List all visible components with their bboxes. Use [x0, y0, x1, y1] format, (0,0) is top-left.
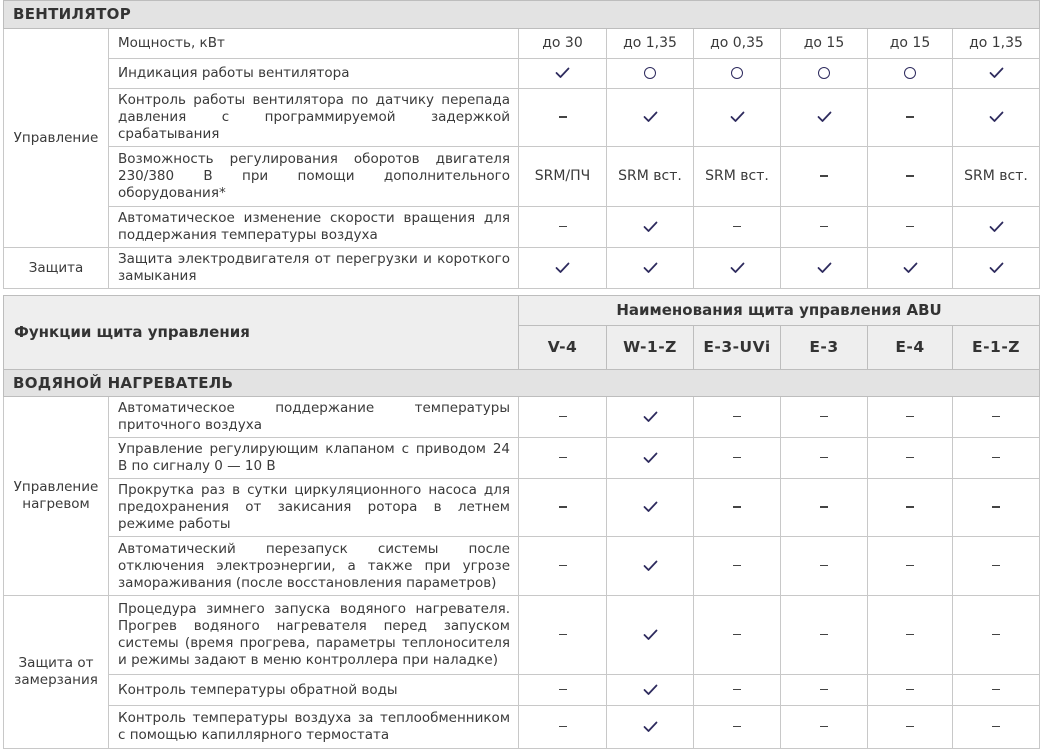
- dash-icon: [694, 675, 781, 706]
- table-row: [4, 596, 1040, 675]
- value-text: SRM вст.: [607, 147, 694, 207]
- dash-icon: [868, 207, 953, 248]
- dash-icon: [519, 675, 607, 706]
- dash-icon: [953, 479, 1040, 537]
- dash-icon: [694, 207, 781, 248]
- function-description: Защита электродвигателя от перегрузки и короткого замыкания: [109, 248, 519, 289]
- value-text: до 30: [519, 29, 607, 59]
- check-icon: [607, 596, 694, 675]
- dash-icon: [953, 706, 1040, 749]
- function-description: Автоматическое изменение скорости вращения для поддержания температуры воздуха: [109, 207, 519, 248]
- fan-section: [4, 1, 1040, 289]
- fan-section-title: ВЕНТИЛЯТОР: [4, 1, 1040, 29]
- dash-icon: [519, 207, 607, 248]
- dash-icon: [953, 397, 1040, 438]
- dash-icon: [868, 675, 953, 706]
- dash-icon: [781, 537, 868, 596]
- dash-icon: [953, 675, 1040, 706]
- dash-icon: [868, 537, 953, 596]
- table-row: [4, 59, 1040, 89]
- group-label: Защита от замерзания: [4, 596, 109, 749]
- abu-label: Наименования щита управления ABU: [519, 296, 1040, 326]
- dash-icon: [868, 89, 953, 147]
- function-description: Процедура зимнего запуска водяного нагревателя. Прогрев водяного нагревателя перед запуском системы (время прогрева, параметры теплоносителя и режимы задают в меню контроллера при наладке): [109, 596, 519, 675]
- dash-icon: [868, 479, 953, 537]
- value-text: SRM вст.: [694, 147, 781, 207]
- table-row: [4, 207, 1040, 248]
- dash-icon: [519, 537, 607, 596]
- dash-icon: [781, 147, 868, 207]
- check-icon: [607, 438, 694, 479]
- table-row: [4, 29, 1040, 59]
- value-text: до 1,35: [607, 29, 694, 59]
- dash-icon: [694, 479, 781, 537]
- check-icon: [868, 248, 953, 289]
- dash-icon: [781, 706, 868, 749]
- dash-icon: [868, 397, 953, 438]
- dash-icon: [519, 438, 607, 479]
- dash-icon: [953, 537, 1040, 596]
- table-row: [4, 397, 1040, 438]
- dash-icon: [694, 706, 781, 749]
- check-icon: [781, 89, 868, 147]
- table-row: [4, 147, 1040, 207]
- value-text: SRM вст.: [953, 147, 1040, 207]
- function-description: Мощность, кВт: [109, 29, 519, 59]
- function-description: Контроль температуры воздуха за теплообменником с помощью капиллярного термостата: [109, 706, 519, 749]
- table-row: [4, 89, 1040, 147]
- dash-icon: [781, 397, 868, 438]
- dash-icon: [868, 706, 953, 749]
- dash-icon: [519, 479, 607, 537]
- dash-icon: [694, 438, 781, 479]
- value-text: SRM/ПЧ: [519, 147, 607, 207]
- check-icon: [607, 675, 694, 706]
- table-row: [4, 537, 1040, 596]
- spec-table: [3, 0, 1040, 749]
- dash-icon: [519, 397, 607, 438]
- dash-icon: [953, 438, 1040, 479]
- dash-icon: [781, 207, 868, 248]
- function-description: Индикация работы вентилятора: [109, 59, 519, 89]
- heater-section: [4, 370, 1040, 749]
- dash-icon: [694, 537, 781, 596]
- check-icon: [694, 248, 781, 289]
- value-text: до 15: [868, 29, 953, 59]
- dash-icon: [781, 438, 868, 479]
- dash-icon: [694, 596, 781, 675]
- table-row: [4, 706, 1040, 749]
- check-icon: [781, 248, 868, 289]
- model-header: [4, 296, 1040, 370]
- table-row: [4, 248, 1040, 289]
- table-row: [4, 438, 1040, 479]
- dash-icon: [868, 438, 953, 479]
- function-description: Прокрутка раз в сутки циркуляционного насоса для предохранения от закисания ротора в летнем режиме работы: [109, 479, 519, 537]
- dash-icon: [781, 675, 868, 706]
- dash-icon: [694, 397, 781, 438]
- value-text: до 0,35: [694, 29, 781, 59]
- check-icon: [519, 248, 607, 289]
- function-description: Управление регулирующим клапаном с приводом 24 В по сигналу 0 — 10 В: [109, 438, 519, 479]
- model-name: V-4: [519, 326, 607, 370]
- check-icon: [607, 207, 694, 248]
- dash-icon: [519, 89, 607, 147]
- check-icon: [694, 89, 781, 147]
- value-text: до 1,35: [953, 29, 1040, 59]
- table-row: [4, 675, 1040, 706]
- model-name: E-3-UVi: [694, 326, 781, 370]
- group-label: Управление нагревом: [4, 397, 109, 596]
- check-icon: [953, 59, 1040, 89]
- circle-icon: [607, 59, 694, 89]
- circle-icon: [694, 59, 781, 89]
- dash-icon: [868, 147, 953, 207]
- dash-icon: [519, 596, 607, 675]
- dash-icon: [781, 479, 868, 537]
- circle-icon: [868, 59, 953, 89]
- circle-icon: [781, 59, 868, 89]
- function-description: Автоматическое поддержание температуры приточного воздуха: [109, 397, 519, 438]
- model-name: W-1-Z: [607, 326, 694, 370]
- heater-section-title: ВОДЯНОЙ НАГРЕВАТЕЛЬ: [4, 370, 1040, 397]
- check-icon: [953, 248, 1040, 289]
- dash-icon: [868, 596, 953, 675]
- function-description: Контроль температуры обратной воды: [109, 675, 519, 706]
- function-description: Контроль работы вентилятора по датчику перепада давления с программируемой задержкой срабатывания: [109, 89, 519, 147]
- function-description: Возможность регулирования оборотов двигателя 230/380 В при помощи дополнительного оборудования*: [109, 147, 519, 207]
- check-icon: [953, 207, 1040, 248]
- dash-icon: [781, 596, 868, 675]
- value-text: до 15: [781, 29, 868, 59]
- check-icon: [607, 537, 694, 596]
- model-name: E-3: [781, 326, 868, 370]
- model-name: E-1-Z: [953, 326, 1040, 370]
- check-icon: [953, 89, 1040, 147]
- check-icon: [607, 706, 694, 749]
- group-label: Управление: [4, 29, 109, 248]
- check-icon: [607, 89, 694, 147]
- check-icon: [607, 248, 694, 289]
- dash-icon: [953, 596, 1040, 675]
- dash-icon: [519, 706, 607, 749]
- function-description: Автоматический перезапуск системы после отключения электроэнергии, а также при угрозе замораживания (после восстановления параметров): [109, 537, 519, 596]
- gap: [4, 289, 1040, 296]
- check-icon: [519, 59, 607, 89]
- check-icon: [607, 479, 694, 537]
- model-name: E-4: [868, 326, 953, 370]
- group-label: Защита: [4, 248, 109, 289]
- functions-label: Функции щита управления: [4, 296, 519, 370]
- table-row: [4, 479, 1040, 537]
- check-icon: [607, 397, 694, 438]
